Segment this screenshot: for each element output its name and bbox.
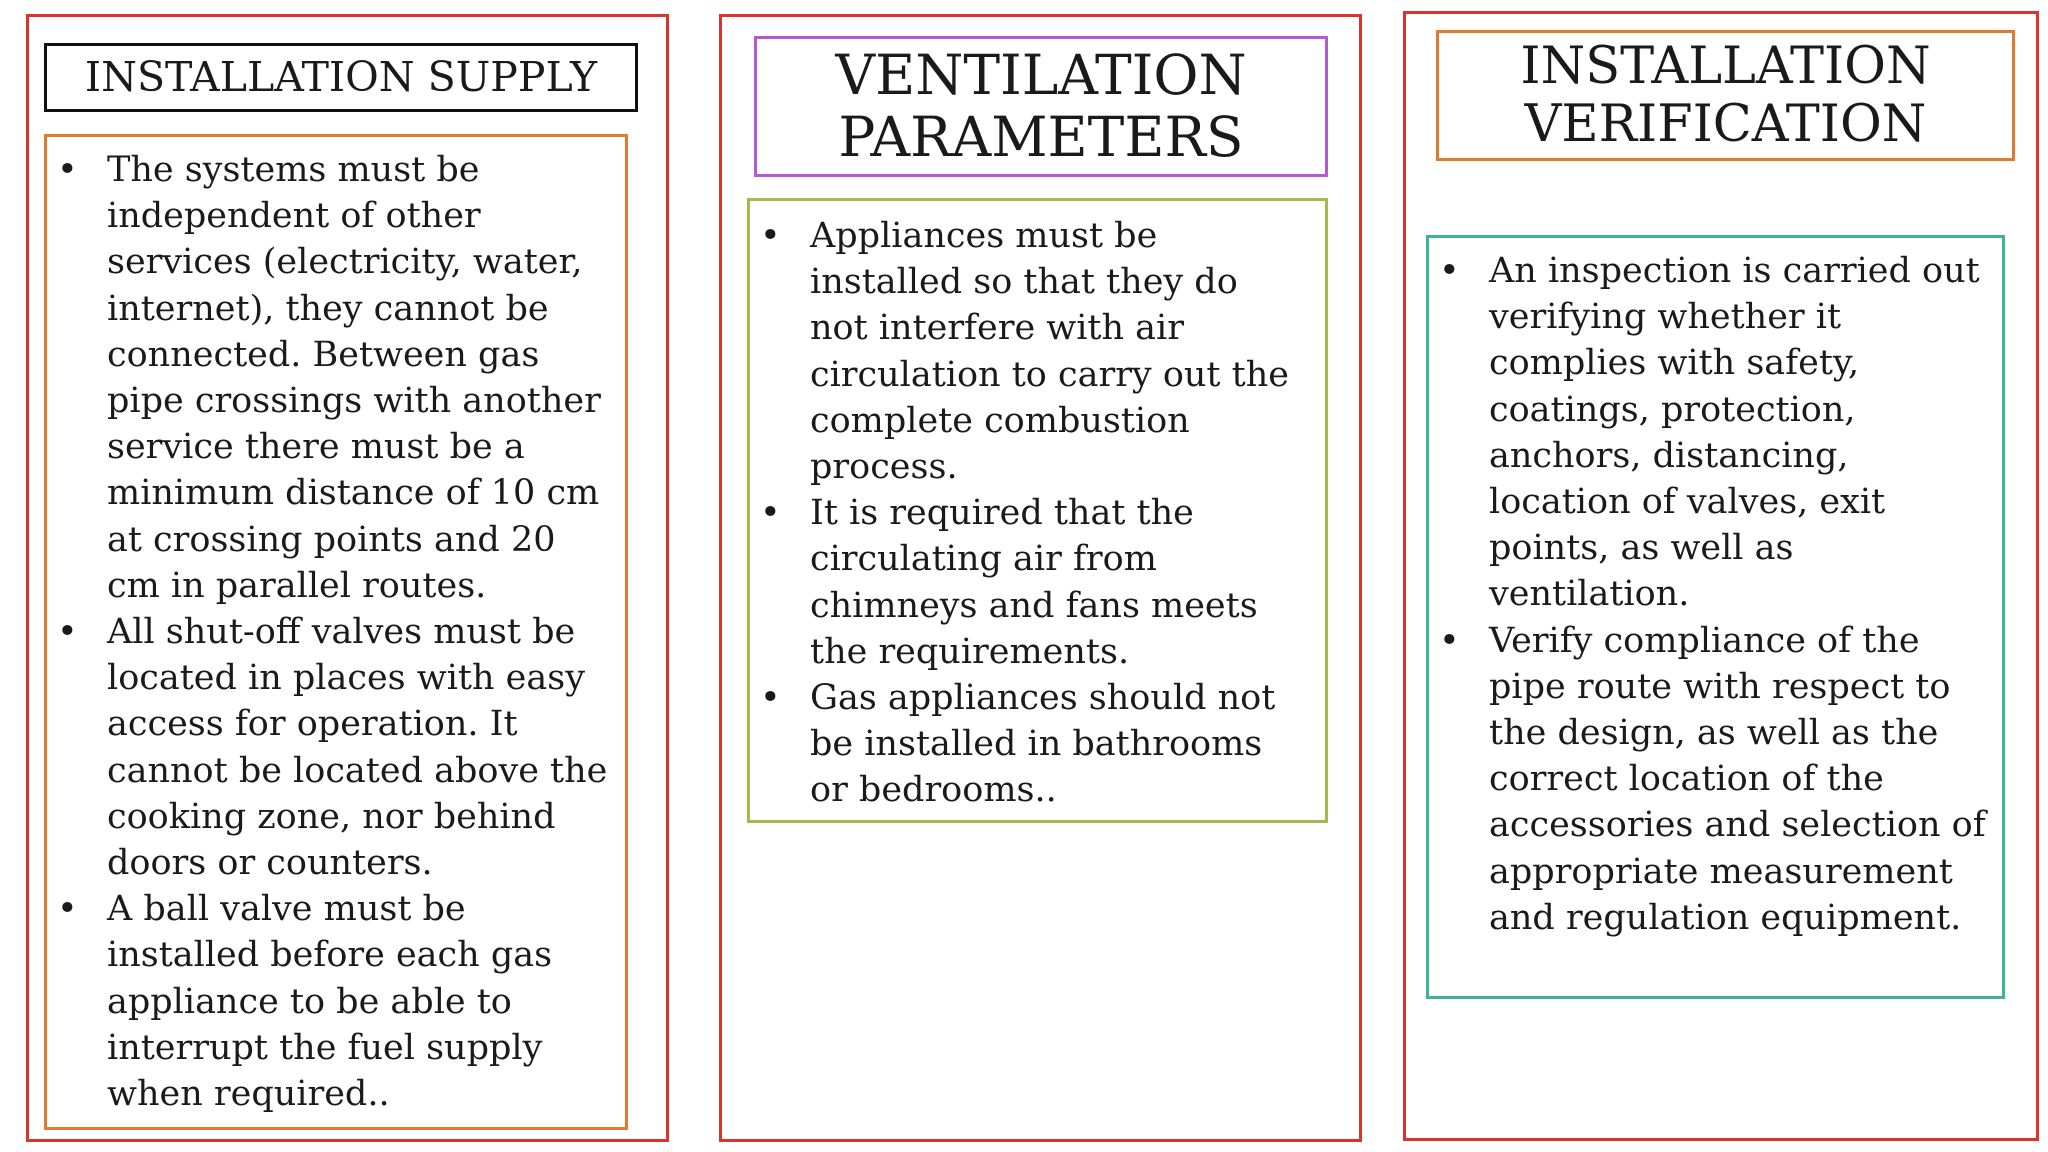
- list-item: • An inspection is carried out verifying whether it complies with safety, coatings, protection, anchors, distancing, location of valves, exit points, as well as ventilation.: [1429, 248, 2002, 618]
- installation-verification-list: [1429, 248, 2002, 941]
- ventilation-parameters-title: [754, 36, 1328, 177]
- ventilation-parameters-title-text: VENTILATION PARAMETERS: [835, 42, 1247, 169]
- list-item: • A ball valve must be installed before each gas appliance to be able to interrupt the fuel supply when required..: [47, 886, 625, 1117]
- installation-verification-title-text: INSTALLATION VERIFICATION: [1520, 37, 1931, 154]
- installation-supply-title: [44, 43, 638, 112]
- list-item: • Verify compliance of the pipe route with respect to the design, as well as the correct location of the accessories and selection of appropriate measurement and regulation equipment.: [1429, 618, 2002, 941]
- list-item: • Gas appliances should not be installed in bathrooms or bedrooms..: [750, 675, 1325, 814]
- installation-verification-title: [1436, 30, 2015, 161]
- list-item: • Appliances must be installed so that they do not interfere with air circulation to carry out the complete combustion process.: [750, 213, 1325, 490]
- installation-supply-list: [47, 147, 625, 1117]
- ventilation-parameters-list-box: [747, 198, 1328, 823]
- installation-verification-list-box: [1426, 235, 2005, 999]
- list-item: • The systems must be independent of other services (electricity, water, internet), they cannot be connected. Between gas pipe crossings with another service there must be a minimum distance of 10 cm at crossing points and 20 cm in parallel routes.: [47, 147, 625, 609]
- installation-supply-title-text: INSTALLATION SUPPLY: [84, 52, 598, 101]
- list-item: • It is required that the circulating air from chimneys and fans meets the requirements.: [750, 490, 1325, 675]
- installation-supply-list-box: [44, 134, 628, 1130]
- list-item: • All shut-off valves must be located in places with easy access for operation. It cannot be located above the cooking zone, nor behind doors or counters.: [47, 609, 625, 886]
- ventilation-parameters-list: [750, 213, 1325, 814]
